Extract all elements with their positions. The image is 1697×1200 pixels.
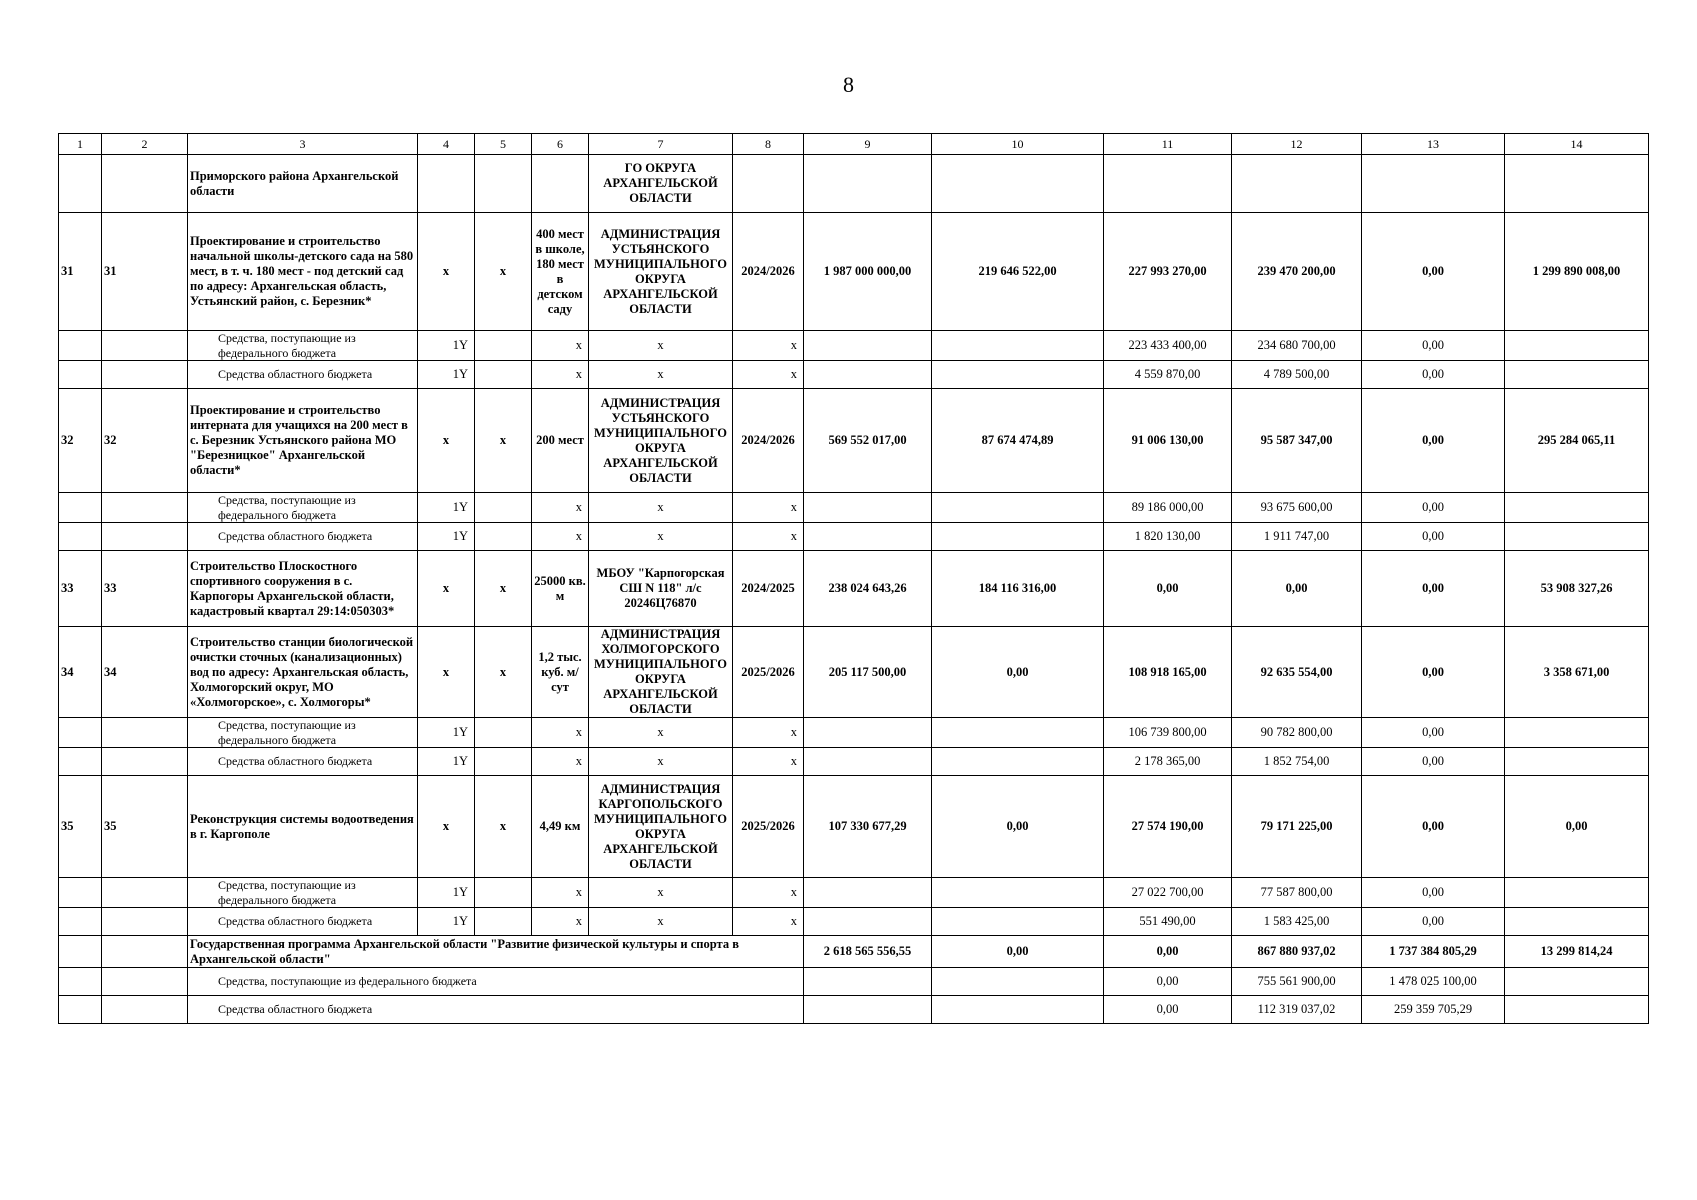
- table-cell: [102, 361, 188, 389]
- table-cell: [102, 155, 188, 213]
- amount-cell: 107 330 677,29: [804, 776, 932, 878]
- table-cell: [1104, 155, 1232, 213]
- funding-row: [59, 493, 1649, 523]
- project-capacity: 1,2 тыс. куб. м/сут: [532, 627, 589, 718]
- table-cell: [102, 748, 188, 776]
- table-cell: [102, 523, 188, 551]
- table-cell: x: [589, 331, 733, 361]
- table-cell: [804, 361, 932, 389]
- table-row: [59, 776, 1649, 878]
- table-cell: [475, 493, 532, 523]
- project-name: Строительство станции биологической очистки сточных (канализационных) вод по адресу: Архангельская область, Холмогорский округ, МО «Холмогорское», с. Холмогоры*: [188, 627, 418, 718]
- column-header: 9: [804, 134, 932, 155]
- amount-cell: 53 908 327,26: [1505, 551, 1649, 627]
- program-total-row: [59, 936, 1649, 968]
- amount-cell: 1 478 025 100,00: [1362, 968, 1505, 996]
- funding-source-label: Средства, поступающие из федерального бюджета: [188, 493, 418, 523]
- amount-cell: 1 987 000 000,00: [804, 213, 932, 331]
- amount-cell: 0,00: [1362, 627, 1505, 718]
- table-cell: [59, 968, 102, 996]
- table-cell: [1505, 908, 1649, 936]
- header-row: [59, 134, 1649, 155]
- table-cell: x: [733, 718, 804, 748]
- budget-code: 1Y: [418, 878, 475, 908]
- table-cell: [1505, 361, 1649, 389]
- project-period: 2024/2026: [733, 213, 804, 331]
- project-organization: АДМИНИСТРАЦИЯ УСТЬЯНСКОГО МУНИЦИПАЛЬНОГО ОКРУГА АРХАНГЕЛЬСКОЙ ОБЛАСТИ: [589, 389, 733, 493]
- table-cell: x: [475, 389, 532, 493]
- amount-cell: 205 117 500,00: [804, 627, 932, 718]
- row-number: 31: [102, 213, 188, 331]
- table-cell: x: [475, 551, 532, 627]
- row-number: 34: [102, 627, 188, 718]
- table-cell: [932, 718, 1104, 748]
- column-header: 13: [1362, 134, 1505, 155]
- table-cell: x: [418, 627, 475, 718]
- column-header: 8: [733, 134, 804, 155]
- amount-cell: 0,00: [1104, 936, 1232, 968]
- amount-cell: 1 911 747,00: [1232, 523, 1362, 551]
- page-number: 8: [843, 72, 854, 97]
- amount-cell: 89 186 000,00: [1104, 493, 1232, 523]
- amount-cell: 2 178 365,00: [1104, 748, 1232, 776]
- table-cell: [475, 523, 532, 551]
- table-cell: [1505, 878, 1649, 908]
- table-cell: [59, 996, 102, 1024]
- budget-code: 1Y: [418, 748, 475, 776]
- investment-table: [58, 133, 1649, 1024]
- project-name: Строительство Плоскостного спортивного сооружения в с. Карпогоры Архангельской области, кадастровый квартал 29:14:050303*: [188, 551, 418, 627]
- table-cell: x: [733, 748, 804, 776]
- amount-cell: 91 006 130,00: [1104, 389, 1232, 493]
- table-cell: [102, 996, 188, 1024]
- table-cell: [1505, 523, 1649, 551]
- amount-cell: 0,00: [1362, 213, 1505, 331]
- budget-code: 1Y: [418, 331, 475, 361]
- table-cell: [1362, 155, 1505, 213]
- table-cell: [804, 878, 932, 908]
- amount-cell: 0,00: [932, 627, 1104, 718]
- table-cell: x: [589, 361, 733, 389]
- table-cell: [1505, 331, 1649, 361]
- amount-cell: 1 820 130,00: [1104, 523, 1232, 551]
- amount-cell: 4 789 500,00: [1232, 361, 1362, 389]
- amount-cell: 0,00: [1362, 361, 1505, 389]
- funding-source-label: Средства областного бюджета: [188, 523, 418, 551]
- table-cell: x: [532, 718, 589, 748]
- budget-code: 1Y: [418, 908, 475, 936]
- table-cell: [932, 908, 1104, 936]
- amount-cell: 79 171 225,00: [1232, 776, 1362, 878]
- table-cell: [804, 718, 932, 748]
- amount-cell: 95 587 347,00: [1232, 389, 1362, 493]
- table-cell: [804, 996, 932, 1024]
- amount-cell: 551 490,00: [1104, 908, 1232, 936]
- program-name: Государственная программа Архангельской области "Развитие физической культуры и спорта в Архангельской области": [188, 936, 804, 968]
- row-number: 32: [102, 389, 188, 493]
- amount-cell: 1 299 890 008,00: [1505, 213, 1649, 331]
- amount-cell: 0,00: [1362, 776, 1505, 878]
- project-name: Приморского района Архангельской области: [188, 155, 418, 213]
- amount-cell: 184 116 316,00: [932, 551, 1104, 627]
- table-cell: [59, 908, 102, 936]
- amount-cell: 0,00: [932, 936, 1104, 968]
- table-cell: [733, 155, 804, 213]
- table-cell: x: [589, 878, 733, 908]
- amount-cell: 0,00: [1505, 776, 1649, 878]
- project-period: 2024/2025: [733, 551, 804, 627]
- table-cell: [475, 331, 532, 361]
- table-cell: [475, 361, 532, 389]
- amount-cell: 259 359 705,29: [1362, 996, 1505, 1024]
- project-capacity: 400 мест в школе, 180 мест в детском саду: [532, 213, 589, 331]
- table-cell: [59, 936, 102, 968]
- amount-cell: 90 782 800,00: [1232, 718, 1362, 748]
- table-cell: [932, 155, 1104, 213]
- project-organization: АДМИНИСТРАЦИЯ УСТЬЯНСКОГО МУНИЦИПАЛЬНОГО ОКРУГА АРХАНГЕЛЬСКОЙ ОБЛАСТИ: [589, 213, 733, 331]
- amount-cell: 0,00: [1362, 523, 1505, 551]
- program-funding-row: [59, 996, 1649, 1024]
- row-number: 35: [59, 776, 102, 878]
- amount-cell: 0,00: [1362, 331, 1505, 361]
- table-cell: [1505, 748, 1649, 776]
- amount-cell: 108 918 165,00: [1104, 627, 1232, 718]
- amount-cell: 1 583 425,00: [1232, 908, 1362, 936]
- row-number: 34: [59, 627, 102, 718]
- table-cell: x: [532, 331, 589, 361]
- table-row: [59, 155, 1649, 213]
- column-header: 4: [418, 134, 475, 155]
- amount-cell: 0,00: [1104, 551, 1232, 627]
- column-header: 1: [59, 134, 102, 155]
- amount-cell: 227 993 270,00: [1104, 213, 1232, 331]
- amount-cell: 4 559 870,00: [1104, 361, 1232, 389]
- table-cell: [1505, 493, 1649, 523]
- amount-cell: 0,00: [1362, 718, 1505, 748]
- funding-row: [59, 878, 1649, 908]
- project-organization: АДМИНИСТРАЦИЯ ХОЛМОГОРСКОГО МУНИЦИПАЛЬНОГО ОКРУГА АРХАНГЕЛЬСКОЙ ОБЛАСТИ: [589, 627, 733, 718]
- table-cell: [932, 996, 1104, 1024]
- table-cell: [102, 968, 188, 996]
- table-cell: [475, 908, 532, 936]
- table-row: [59, 389, 1649, 493]
- table-cell: x: [532, 748, 589, 776]
- amount-cell: 106 739 800,00: [1104, 718, 1232, 748]
- table-cell: x: [589, 493, 733, 523]
- table-cell: x: [532, 523, 589, 551]
- project-organization: АДМИНИСТРАЦИЯ КАРГОПОЛЬСКОГО МУНИЦИПАЛЬНОГО ОКРУГА АРХАНГЕЛЬСКОЙ ОБЛАСТИ: [589, 776, 733, 878]
- table-cell: x: [733, 493, 804, 523]
- amount-cell: 0,00: [1362, 551, 1505, 627]
- amount-cell: 0,00: [1362, 908, 1505, 936]
- budget-code: 1Y: [418, 718, 475, 748]
- table-cell: [804, 908, 932, 936]
- table-cell: [475, 748, 532, 776]
- amount-cell: 1 852 754,00: [1232, 748, 1362, 776]
- amount-cell: 0,00: [1232, 551, 1362, 627]
- funding-source-label: Средства, поступающие из федерального бюджета: [188, 878, 418, 908]
- amount-cell: 0,00: [1362, 493, 1505, 523]
- table-cell: x: [532, 361, 589, 389]
- table-cell: [1505, 968, 1649, 996]
- amount-cell: 13 299 814,24: [1505, 936, 1649, 968]
- table-cell: [59, 331, 102, 361]
- budget-code: 1Y: [418, 493, 475, 523]
- amount-cell: 234 680 700,00: [1232, 331, 1362, 361]
- table-cell: x: [733, 878, 804, 908]
- table-cell: x: [532, 493, 589, 523]
- table-cell: [1505, 996, 1649, 1024]
- row-number: 32: [59, 389, 102, 493]
- table-cell: [475, 878, 532, 908]
- table-cell: x: [418, 389, 475, 493]
- table-cell: x: [589, 523, 733, 551]
- column-header: 11: [1104, 134, 1232, 155]
- project-name: Реконструкция системы водоотведения в г. Каргополе: [188, 776, 418, 878]
- row-number: 33: [59, 551, 102, 627]
- amount-cell: 239 470 200,00: [1232, 213, 1362, 331]
- table-cell: [59, 748, 102, 776]
- table-cell: [932, 968, 1104, 996]
- amount-cell: 27 022 700,00: [1104, 878, 1232, 908]
- table-cell: [1505, 155, 1649, 213]
- table-cell: [102, 908, 188, 936]
- amount-cell: 1 737 384 805,29: [1362, 936, 1505, 968]
- project-capacity: 200 мест: [532, 389, 589, 493]
- table-cell: [59, 718, 102, 748]
- funding-source-label: Средства областного бюджета: [188, 361, 418, 389]
- amount-cell: 569 552 017,00: [804, 389, 932, 493]
- table-cell: x: [589, 748, 733, 776]
- table-cell: [932, 748, 1104, 776]
- amount-cell: 755 561 900,00: [1232, 968, 1362, 996]
- table-cell: [102, 718, 188, 748]
- table-cell: [59, 878, 102, 908]
- table-cell: [804, 493, 932, 523]
- funding-row: [59, 361, 1649, 389]
- table-cell: [932, 361, 1104, 389]
- amount-cell: 0,00: [1362, 389, 1505, 493]
- project-capacity: 25000 кв. м: [532, 551, 589, 627]
- row-number: 31: [59, 213, 102, 331]
- table-cell: [1505, 718, 1649, 748]
- table-cell: [932, 331, 1104, 361]
- project-period: 2025/2026: [733, 776, 804, 878]
- funding-source-label: Средства, поступающие из федерального бюджета: [188, 331, 418, 361]
- column-header: 3: [188, 134, 418, 155]
- column-header: 5: [475, 134, 532, 155]
- table-cell: [804, 331, 932, 361]
- project-name: Проектирование и строительство начальной школы-детского сада на 580 мест, в т. ч. 180 мест - под детский сад по адресу: Архангельская область, Устьянский район, с. Березник*: [188, 213, 418, 331]
- table-cell: [59, 493, 102, 523]
- table-cell: x: [418, 213, 475, 331]
- table-row: [59, 213, 1649, 331]
- amount-cell: 0,00: [1104, 996, 1232, 1024]
- budget-code: 1Y: [418, 361, 475, 389]
- amount-cell: 92 635 554,00: [1232, 627, 1362, 718]
- table-cell: [804, 748, 932, 776]
- table-cell: [102, 331, 188, 361]
- table-cell: [102, 493, 188, 523]
- amount-cell: 0,00: [1362, 878, 1505, 908]
- table-row: [59, 551, 1649, 627]
- table-cell: [59, 361, 102, 389]
- table-cell: [1232, 155, 1362, 213]
- table-cell: x: [733, 908, 804, 936]
- table-cell: [804, 523, 932, 551]
- table-cell: x: [532, 908, 589, 936]
- table-cell: x: [418, 551, 475, 627]
- table-cell: [804, 968, 932, 996]
- column-header: 10: [932, 134, 1104, 155]
- column-header: 12: [1232, 134, 1362, 155]
- amount-cell: 87 674 474,89: [932, 389, 1104, 493]
- funding-source-label: Средства областного бюджета: [188, 908, 418, 936]
- table-cell: [932, 523, 1104, 551]
- table-cell: [475, 155, 532, 213]
- table-cell: x: [733, 331, 804, 361]
- table-cell: [932, 878, 1104, 908]
- table-cell: x: [475, 627, 532, 718]
- funding-source-label: Средства, поступающие из федерального бюджета: [188, 718, 418, 748]
- table-cell: [418, 155, 475, 213]
- table-cell: x: [475, 776, 532, 878]
- column-header: 6: [532, 134, 589, 155]
- row-number: 35: [102, 776, 188, 878]
- project-organization: ГО ОКРУГА АРХАНГЕЛЬСКОЙ ОБЛАСТИ: [589, 155, 733, 213]
- amount-cell: 2 618 565 556,55: [804, 936, 932, 968]
- table-cell: [532, 155, 589, 213]
- table-cell: x: [418, 776, 475, 878]
- table-cell: [804, 155, 932, 213]
- amount-cell: 295 284 065,11: [1505, 389, 1649, 493]
- column-header: 7: [589, 134, 733, 155]
- project-period: 2025/2026: [733, 627, 804, 718]
- funding-row: [59, 908, 1649, 936]
- funding-row: [59, 331, 1649, 361]
- project-name: Проектирование и строительство интерната для учащихся на 200 мест в с. Березник Устьянского района МО "Березницкое" Архангельской области*: [188, 389, 418, 493]
- table-cell: x: [589, 908, 733, 936]
- row-number: 33: [102, 551, 188, 627]
- table-cell: x: [475, 213, 532, 331]
- table-cell: x: [733, 523, 804, 551]
- table-cell: [59, 523, 102, 551]
- amount-cell: 77 587 800,00: [1232, 878, 1362, 908]
- amount-cell: 0,00: [1362, 748, 1505, 776]
- budget-code: 1Y: [418, 523, 475, 551]
- program-funding-row: [59, 968, 1649, 996]
- column-header: 2: [102, 134, 188, 155]
- project-period: 2024/2026: [733, 389, 804, 493]
- funding-row: [59, 718, 1649, 748]
- amount-cell: 219 646 522,00: [932, 213, 1104, 331]
- amount-cell: 93 675 600,00: [1232, 493, 1362, 523]
- table-cell: [102, 936, 188, 968]
- funding-source-label: Средства областного бюджета: [188, 996, 804, 1024]
- amount-cell: 112 319 037,02: [1232, 996, 1362, 1024]
- table-cell: x: [733, 361, 804, 389]
- amount-cell: 223 433 400,00: [1104, 331, 1232, 361]
- table-cell: [475, 718, 532, 748]
- amount-cell: 867 880 937,02: [1232, 936, 1362, 968]
- table-cell: x: [532, 878, 589, 908]
- funding-source-label: Средства, поступающие из федерального бюджета: [188, 968, 804, 996]
- table-cell: [59, 155, 102, 213]
- amount-cell: 27 574 190,00: [1104, 776, 1232, 878]
- column-header: 14: [1505, 134, 1649, 155]
- amount-cell: 238 024 643,26: [804, 551, 932, 627]
- table-row: [59, 627, 1649, 718]
- project-organization: МБОУ "Карпогорская СШ N 118" л/с 20246Ц76870: [589, 551, 733, 627]
- amount-cell: 0,00: [1104, 968, 1232, 996]
- funding-row: [59, 748, 1649, 776]
- amount-cell: 0,00: [932, 776, 1104, 878]
- table-cell: x: [589, 718, 733, 748]
- funding-row: [59, 523, 1649, 551]
- funding-source-label: Средства областного бюджета: [188, 748, 418, 776]
- project-capacity: 4,49 км: [532, 776, 589, 878]
- table-cell: [102, 878, 188, 908]
- table-cell: [932, 493, 1104, 523]
- amount-cell: 3 358 671,00: [1505, 627, 1649, 718]
